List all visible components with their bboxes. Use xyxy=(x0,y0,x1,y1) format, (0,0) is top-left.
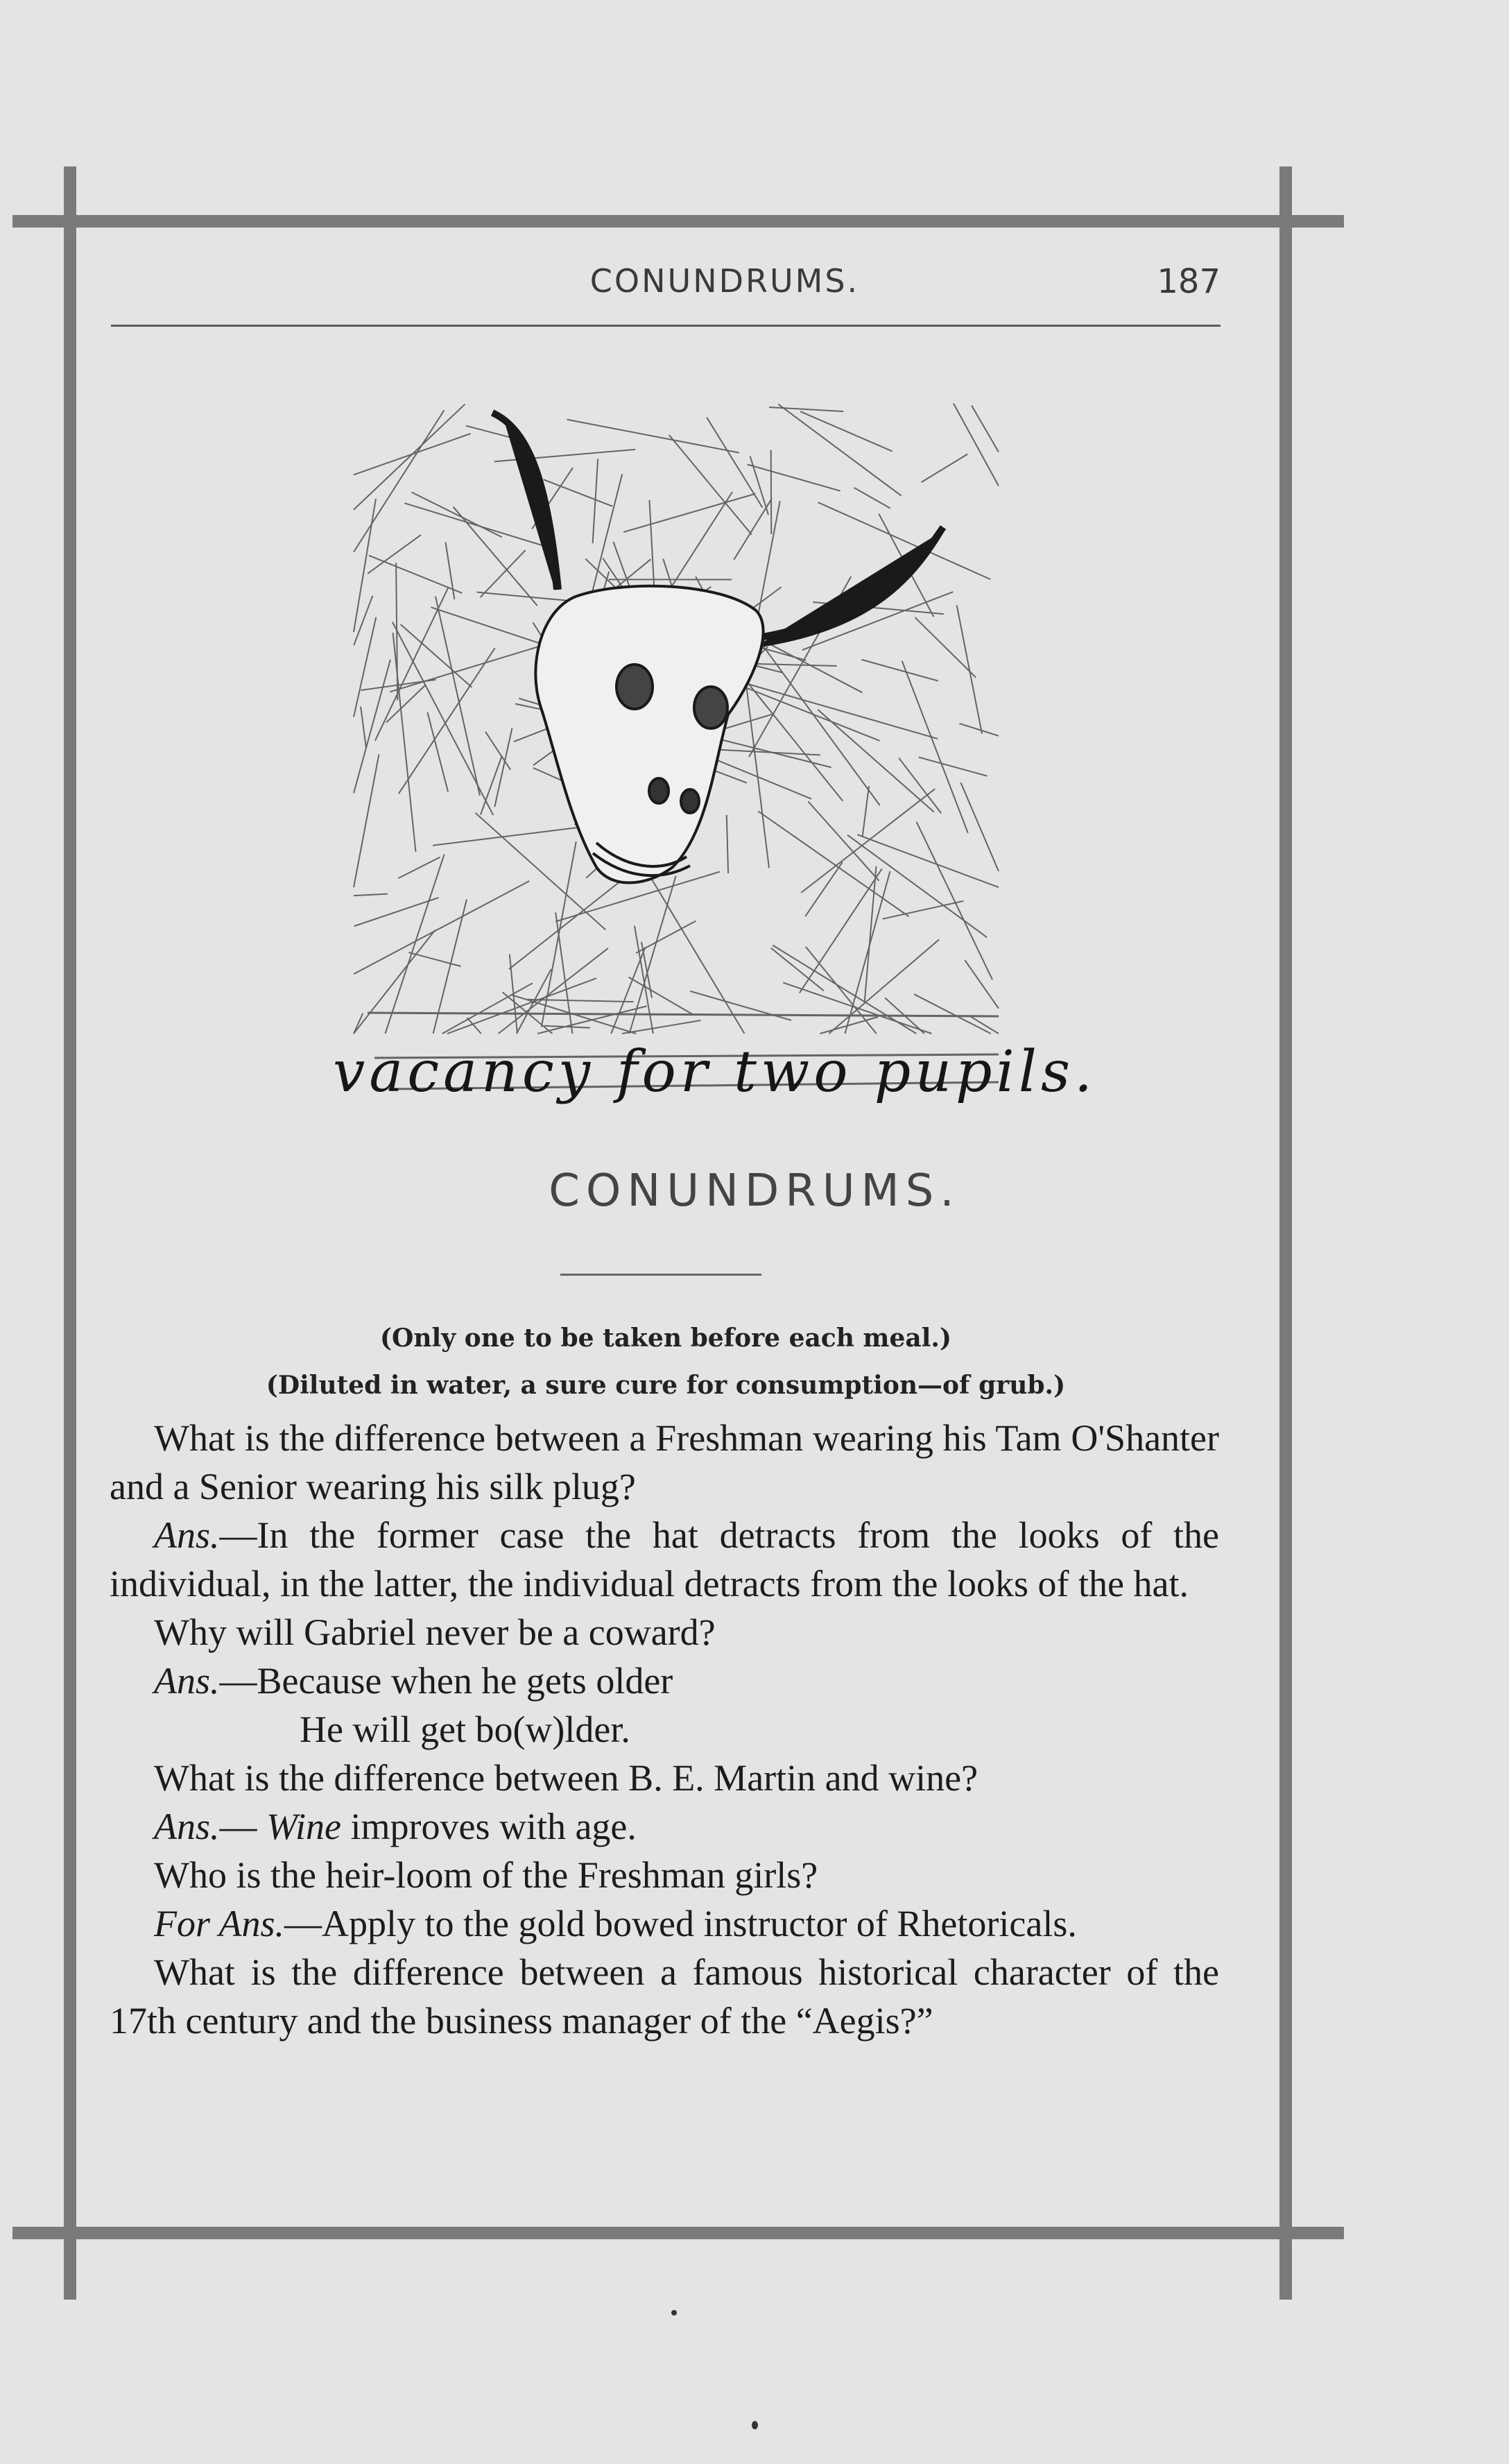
answer-italic-word: Wine xyxy=(266,1806,341,1847)
answer-1 xyxy=(110,1511,1219,1608)
hatch-stroke xyxy=(368,535,421,574)
answer-text: —In the former case the hat detracts from the looks of the individual, in the latter, the individual detracts from the looks of the hat. xyxy=(110,1514,1219,1605)
hatch-stroke xyxy=(960,724,999,736)
hatch-stroke xyxy=(769,407,843,411)
hatch-stroke xyxy=(393,633,416,852)
hatch-stroke xyxy=(863,786,869,837)
hatch-stroke xyxy=(919,758,988,776)
hatch-stroke xyxy=(611,947,645,1034)
hatch-stroke xyxy=(567,420,739,453)
hatch-stroke xyxy=(915,617,976,678)
hatch-stroke xyxy=(480,550,525,597)
print-speck xyxy=(752,2421,758,2429)
frame-right-rule xyxy=(1279,166,1292,2300)
hatch-stroke xyxy=(917,822,992,979)
hatch-stroke xyxy=(354,754,379,887)
answer-2 xyxy=(110,1657,1219,1705)
question-4: Who is the heir-loom of the Freshman girls? xyxy=(154,1854,818,1896)
question-2: Why will Gabriel never be a coward? xyxy=(154,1611,716,1653)
hatch-stroke xyxy=(354,617,376,717)
hatch-stroke xyxy=(642,864,744,1034)
hatch-stroke xyxy=(354,410,444,551)
hatch-stroke xyxy=(404,503,546,547)
answer-text: —Because when he gets older xyxy=(219,1660,673,1702)
hatch-stroke xyxy=(922,454,967,482)
hatch-stroke xyxy=(954,404,999,486)
frame-bottom-rule xyxy=(12,2227,1344,2239)
hatch-stroke xyxy=(800,869,882,993)
title-underline xyxy=(560,1274,761,1276)
hatch-stroke xyxy=(861,660,938,681)
hatch-stroke xyxy=(431,607,541,644)
hatch-stroke xyxy=(960,782,999,871)
hatch-stroke xyxy=(914,994,991,1034)
hatch-stroke xyxy=(527,1000,634,1002)
question-1: What is the difference between a Freshman wearing his Tam O'Shanter and a Senior wearing his silk plug? xyxy=(110,1417,1219,1507)
hatch-stroke xyxy=(818,710,934,812)
steer-skull-illustration xyxy=(347,388,1012,1138)
answer-label: Ans. xyxy=(154,1514,220,1556)
hatch-stroke xyxy=(745,671,769,868)
hatch-stroke xyxy=(805,862,843,916)
answer-label: Ans. xyxy=(154,1660,220,1702)
hatch-stroke xyxy=(630,876,676,1034)
hatch-stroke xyxy=(965,960,999,1009)
hatch-stroke xyxy=(354,930,435,1034)
hatch-stroke xyxy=(801,789,935,892)
hatch-stroke xyxy=(957,605,982,733)
skull-drawing xyxy=(492,413,943,883)
hatch-stroke xyxy=(727,815,728,873)
hatch-stroke xyxy=(748,464,840,490)
running-header-title: CONUNDRUMS. xyxy=(589,262,860,300)
hatch-stroke xyxy=(750,456,768,515)
hatch-stroke xyxy=(398,857,440,878)
hatch-stroke xyxy=(447,978,596,1034)
hatch-stroke xyxy=(436,597,480,796)
hatch-stroke xyxy=(754,634,879,805)
hatch-stroke xyxy=(635,926,653,1034)
hatch-stroke xyxy=(542,841,576,1027)
frame-left-rule xyxy=(64,166,76,2300)
answer-label: Ans. xyxy=(154,1806,220,1847)
question-3: What is the difference between B. E. Martin and wine? xyxy=(154,1757,978,1799)
question-5: What is the difference between a famous historical character of the 17th century and the business manager of the “Aegis?” xyxy=(110,1951,1219,2042)
hatch-stroke xyxy=(847,835,987,937)
answer-label: For Ans. xyxy=(154,1903,285,1944)
hatch-stroke xyxy=(593,459,598,543)
hatch-stroke xyxy=(829,939,939,1034)
hatch-stroke xyxy=(354,499,376,632)
hatch-stroke xyxy=(629,977,694,1016)
hatch-stroke xyxy=(442,983,533,1034)
illustration-caption: vacancy for two pupils. xyxy=(333,1039,1097,1105)
hatch-stroke xyxy=(726,678,938,739)
hatch-stroke xyxy=(899,758,941,814)
conundrum-list xyxy=(110,1414,1219,2045)
hatch-stroke xyxy=(669,435,752,535)
hatch-stroke xyxy=(883,901,964,919)
section-title: CONUNDRUMS. xyxy=(549,1165,960,1217)
answer-dash: — xyxy=(219,1806,266,1847)
hatch-stroke xyxy=(623,494,755,532)
hatch-stroke xyxy=(544,479,612,506)
answer-3 xyxy=(110,1802,1219,1851)
answer-text: improves with age. xyxy=(340,1806,637,1847)
hatch-stroke xyxy=(555,912,572,1034)
hatch-stroke xyxy=(375,588,448,740)
hatch-stroke xyxy=(734,499,772,560)
hatch-stroke xyxy=(649,500,655,597)
hatch-stroke xyxy=(466,426,510,438)
hatch-stroke xyxy=(354,596,372,645)
hatch-stroke xyxy=(361,706,366,748)
answer-4 xyxy=(110,1899,1219,1948)
note-diluted-in-water: (Diluted in water, a sure cure for consumption—of grub.) xyxy=(266,1371,1066,1400)
hatch-stroke xyxy=(845,871,890,1034)
hatch-stroke xyxy=(385,855,444,1034)
hatch-stroke xyxy=(399,648,495,794)
hatch-stroke xyxy=(396,563,397,700)
hatch-stroke xyxy=(771,450,772,534)
page-number: 187 xyxy=(1157,262,1221,301)
hatch-stroke xyxy=(854,488,890,508)
frame-top-rule xyxy=(12,215,1344,228)
print-speck xyxy=(671,2310,677,2316)
answer-2-line-2: He will get bo(w)lder. xyxy=(300,1709,630,1750)
hatch-stroke xyxy=(412,492,502,537)
answer-text: —Apply to the gold bowed instructor of Rhetoricals. xyxy=(284,1903,1077,1944)
hatch-stroke xyxy=(354,660,390,793)
hatch-stroke xyxy=(354,894,388,896)
hatch-stroke xyxy=(622,1020,701,1034)
note-one-per-meal: (Only one to be taken before each meal.) xyxy=(379,1324,951,1353)
header-divider xyxy=(111,325,1221,327)
hatch-stroke xyxy=(354,404,465,510)
hatch-stroke xyxy=(778,404,901,496)
